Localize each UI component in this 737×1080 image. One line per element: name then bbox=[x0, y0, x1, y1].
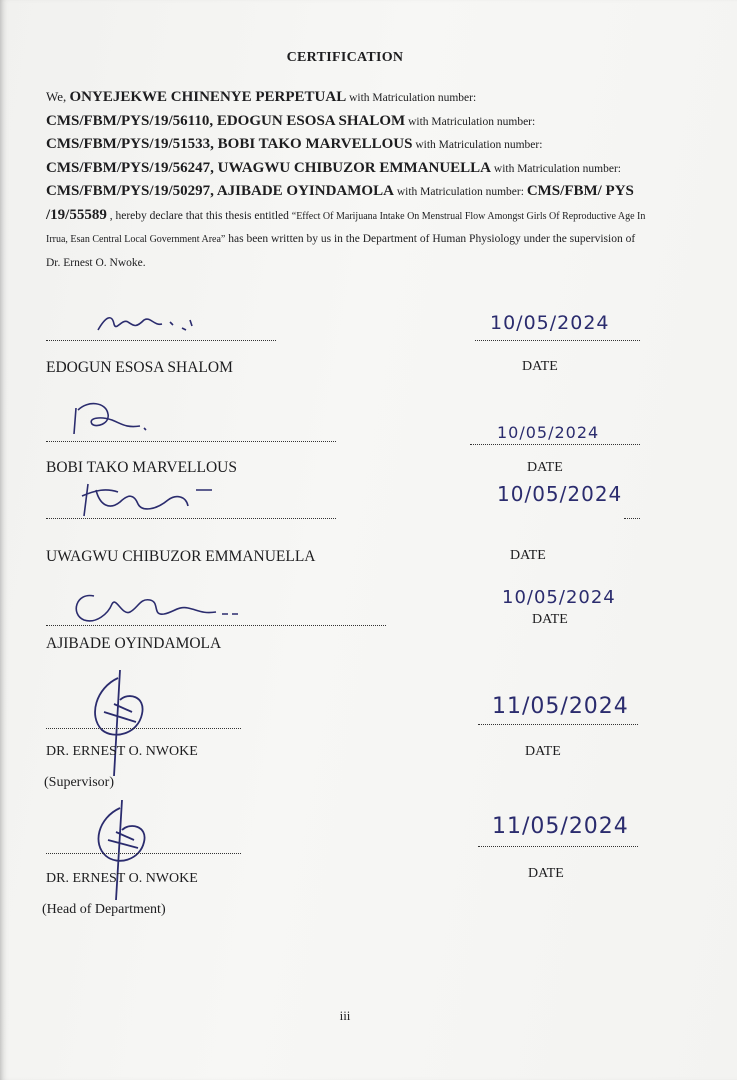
signature-4 bbox=[66, 586, 246, 630]
signature-1 bbox=[92, 308, 202, 338]
hod-signature bbox=[88, 796, 158, 906]
page-number: iii bbox=[339, 1008, 351, 1023]
handwritten-date-2: 10/05/2024 bbox=[497, 423, 600, 442]
date-label-2: DATE bbox=[527, 460, 563, 475]
signatory-name-4: AJIBADE OYINDAMOLA bbox=[46, 635, 222, 652]
supervisor-role: (Supervisor) bbox=[44, 775, 114, 790]
date-label-6: DATE bbox=[528, 866, 564, 881]
date-label-4: DATE bbox=[532, 612, 568, 627]
signature-3 bbox=[76, 476, 216, 522]
date-label-1: DATE bbox=[522, 359, 558, 374]
hod-role: (Head of Department) bbox=[42, 902, 166, 917]
handwritten-date-4: 10/05/2024 bbox=[502, 587, 616, 608]
signatory-name-1: EDOGUN ESOSA SHALOM bbox=[46, 359, 233, 376]
signatory-name-2: BOBI TAKO MARVELLOUS bbox=[46, 459, 237, 476]
page-title: CERTIFICATION bbox=[286, 50, 404, 65]
handwritten-date-6: 11/05/2024 bbox=[492, 814, 629, 839]
declaration-paragraph: We, ONYEJEKWE CHINENYE PERPETUAL with Matriculation number: CMS/FBM/PYS/19/56110, EDOGUN ESOSA SHALOM with Matriculation number: CMS/FBM/PYS/19/51533, BOBI TAKO MARVELLOUS with Matriculation number: CMS/FBM/PYS/19/56247, UWAGWU CHIBUZOR EMMANUELLA with Matriculation number: CMS/FBM/PYS/19/50297, AJIBADE OYINDAMOLA with Matriculation number: CMS/FBM/ PYS /19/55589 , hereby declare that this thesis entitled “Effect Of Marijuana Intake On Menstrual Flow Amongst Girls Of Reproductive Age In Irrua, Esan Central Local Government Area” has been written by us in the Department of Human Physiology under the supervision of Dr. Ernest O. Nwoke. bbox=[46, 89, 646, 269]
handwritten-date-3: 10/05/2024 bbox=[497, 482, 623, 506]
signatory-name-6: DR. ERNEST O. NWOKE bbox=[46, 871, 198, 886]
date-label-5: DATE bbox=[525, 744, 561, 759]
handwritten-date-5: 11/05/2024 bbox=[492, 694, 629, 719]
supervisor-signature bbox=[84, 664, 154, 784]
handwritten-date-1: 10/05/2024 bbox=[490, 312, 610, 334]
signatory-name-5: DR. ERNEST O. NWOKE bbox=[46, 744, 198, 759]
date-label-3: DATE bbox=[510, 548, 546, 563]
signatory-name-3: UWAGWU CHIBUZOR EMMANUELLA bbox=[46, 548, 316, 565]
thesis-title: “Effect Of Marijuana Intake On Menstrual Flow Amongst Girls Of Reproductive Age In Irrua, Esan Central Local Government Area” bbox=[46, 210, 646, 245]
signature-2 bbox=[66, 398, 156, 442]
